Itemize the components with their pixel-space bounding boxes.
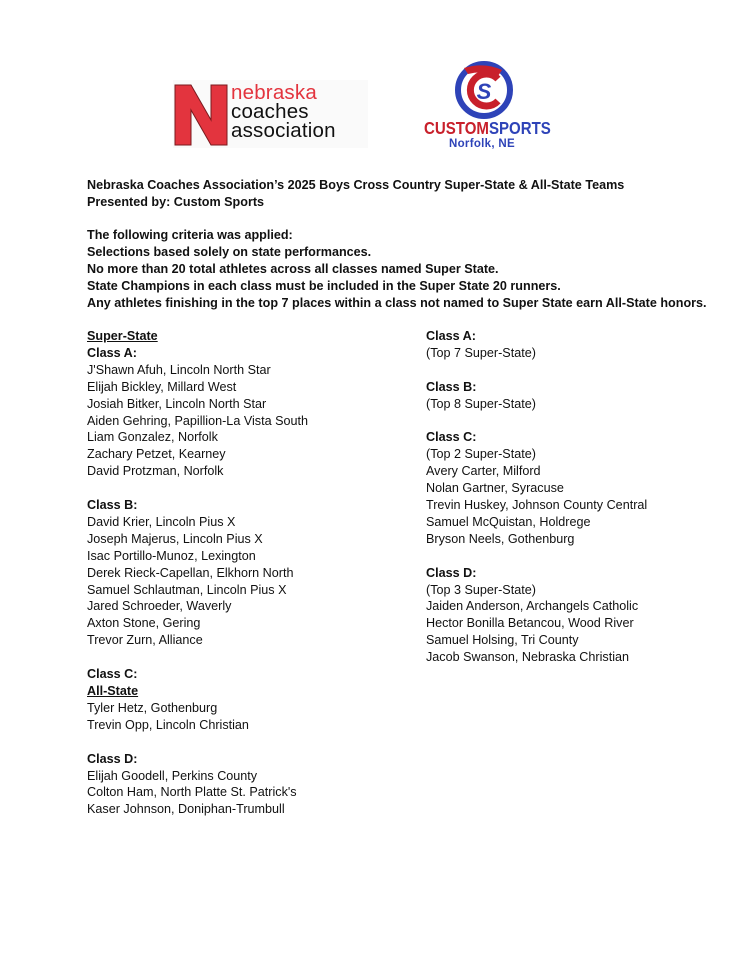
athlete-entry: Tyler Hetz, Gothenburg (87, 700, 218, 715)
criteria-item: No more than 20 total athletes across all classes named Super State. (87, 261, 499, 276)
athlete-entry: Hector Bonilla Betancou, Wood River (426, 616, 634, 631)
athlete-entry: Jaiden Anderson, Archangels Catholic (426, 599, 639, 614)
athlete-entry: Jared Schroeder, Waverly (87, 599, 232, 614)
custom-sports-location: Norfolk, NE (449, 138, 515, 150)
custom-sports-logo (420, 60, 550, 155)
athlete-entry: Axton Stone, Gering (87, 616, 201, 631)
athlete-entry: David Krier, Lincoln Pius X (87, 514, 236, 529)
custom-sports-wordmark: CUSTOMSPORTS (424, 118, 551, 138)
athlete-entry: Kaser Johnson, Doniphan-Trumbull (87, 802, 285, 817)
presented-by: Presented by: Custom Sports (87, 194, 265, 209)
nca-logo-line2: coaches (231, 100, 309, 123)
athlete-entry: J'Shawn Afuh, Lincoln North Star (87, 362, 271, 377)
nca-logo (173, 80, 368, 148)
class-a-label: Class A: (87, 345, 137, 360)
athlete-entry: Samuel McQuistan, Holdrege (426, 514, 591, 529)
athlete-entry: Samuel Holsing, Tri County (426, 633, 579, 648)
super-state-heading: Super-State (87, 329, 158, 343)
nca-logo-line1: nebraska (231, 81, 317, 104)
athlete-entry: Avery Carter, Milford (426, 464, 541, 479)
class-b-label: Class B: (87, 498, 138, 513)
athlete-entry: Elijah Bickley, Millard West (87, 379, 237, 394)
class-note: (Top 2 Super-State) (426, 447, 536, 462)
class-note: (Top 7 Super-State) (426, 345, 536, 360)
criteria-intro: The following criteria was applied: (87, 228, 293, 242)
athlete-entry: Liam Gonzalez, Norfolk (87, 430, 218, 445)
athlete-entry: Colton Ham, North Platte St. Patrick's (87, 785, 297, 800)
all-state-heading: All-State (87, 684, 139, 698)
athlete-entry: Trevin Huskey, Johnson County Central (426, 498, 648, 513)
class-b-label: Class B: (426, 379, 477, 394)
athlete-entry: Aiden Gehring, Papillion-La Vista South (87, 413, 308, 428)
class-d-label: Class D: (426, 565, 477, 580)
class-note: (Top 3 Super-State) (426, 582, 536, 597)
athlete-entry: Josiah Bitker, Lincoln North Star (87, 396, 267, 411)
cs-monogram-icon (420, 60, 550, 120)
athlete-entry: Elijah Goodell, Perkins County (87, 768, 258, 783)
nca-logo-line3: association (231, 119, 336, 142)
athlete-entry: Bryson Neels, Gothenburg (426, 531, 575, 546)
athlete-entry: Joseph Majerus, Lincoln Pius X (87, 531, 263, 546)
criteria-item: Any athletes finishing in the top 7 places within a class not named to Super State earn All-State honors. (87, 295, 707, 310)
all-state-column (426, 328, 647, 666)
athlete-entry: Samuel Schlautman, Lincoln Pius X (87, 582, 287, 597)
nca-n-icon (173, 84, 229, 146)
athlete-entry: Trevor Zurn, Alliance (87, 633, 203, 648)
criteria-item: Selections based solely on state performances. (87, 244, 372, 259)
athlete-entry: Isac Portillo-Munoz, Lexington (87, 548, 256, 563)
athlete-entry: Jacob Swanson, Nebraska Christian (426, 650, 630, 665)
class-note: (Top 8 Super-State) (426, 396, 536, 411)
athlete-entry: Trevin Opp, Lincoln Christian (87, 717, 249, 732)
class-c-label: Class C: (87, 667, 138, 682)
criteria-item: State Champions in each class must be included in the Super State 20 runners. (87, 278, 561, 293)
criteria-section (87, 227, 707, 312)
class-d-label: Class D: (87, 751, 138, 766)
athlete-entry: David Protzman, Norfolk (87, 464, 224, 479)
class-c-label: Class C: (426, 430, 477, 445)
page-title: Nebraska Coaches Association’s 2025 Boys Cross Country Super-State & All-State Teams (87, 178, 625, 192)
athlete-entry: Zachary Petzet, Kearney (87, 447, 226, 462)
svg-text:S: S (476, 79, 492, 104)
athlete-entry: Derek Rieck-Capellan, Elkhorn North (87, 565, 294, 580)
document-header (87, 177, 624, 211)
class-a-label: Class A: (426, 329, 476, 343)
athlete-entry: Nolan Gartner, Syracuse (426, 481, 564, 496)
super-state-column (87, 328, 308, 818)
